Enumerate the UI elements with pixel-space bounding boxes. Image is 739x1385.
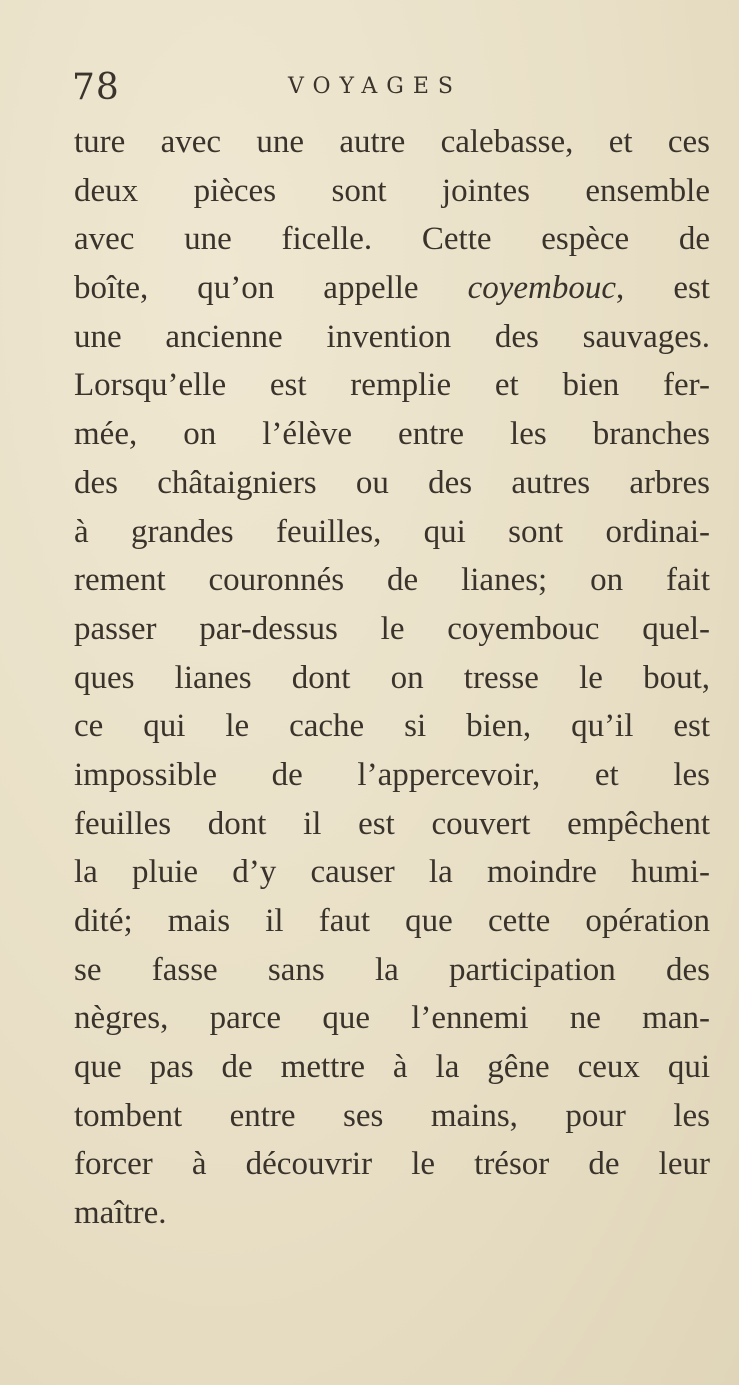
text-line: ce qui le cache si bien, qu’il est	[74, 708, 710, 745]
text-line: dité; mais il faut que cette opération	[74, 903, 710, 939]
text-line: que pas de mettre à la gêne ceux qui	[74, 1049, 710, 1086]
text-line: forcer à découvrir le trésor de leur	[74, 1146, 710, 1183]
body-text	[74, 118, 710, 1238]
text-line: maître.	[74, 1195, 167, 1232]
text-line: rement couronnés de lianes; on fait	[74, 562, 710, 599]
text-line: ques lianes dont on tresse le bout,	[74, 659, 710, 696]
text-line: une ancienne invention des sauvages.	[74, 318, 710, 355]
text-line: Lorsqu’elle est remplie et bien fer-	[74, 367, 710, 404]
text-line: deux pièces sont jointes ensemble	[74, 172, 710, 209]
text-line: feuilles dont il est couvert empêchent	[74, 805, 710, 842]
text-line: des châtaigniers ou des autres arbres	[74, 464, 710, 501]
text-line: passer par-dessus le coyembouc quel-	[74, 610, 710, 647]
text-line: ture avec une autre calebasse, et ces	[74, 124, 710, 160]
page-header	[72, 66, 709, 110]
text-line: à grandes feuilles, qui sont ordinai-	[74, 513, 710, 550]
text-line	[74, 264, 710, 313]
text-line: impossible de l’appercevoir, et les	[74, 756, 710, 793]
italic-term: coyembouc	[467, 270, 617, 307]
text-segment: boîte, qu’on appelle	[74, 270, 468, 307]
text-line: la pluie d’y causer la moindre humi-	[74, 854, 710, 891]
running-head: VOYAGES	[288, 74, 462, 99]
page-number: 78	[72, 67, 120, 108]
text-line: tombent entre ses mains, pour les	[74, 1097, 710, 1134]
text-line: mée, on l’élève entre les branches	[74, 416, 710, 453]
text-line: nègres, parce que l’ennemi ne man-	[74, 1000, 710, 1037]
text-segment: , est	[616, 270, 710, 307]
text-line: se fasse sans la participation des	[74, 951, 710, 988]
text-line: avec une ficelle. Cette espèce de	[74, 221, 710, 258]
